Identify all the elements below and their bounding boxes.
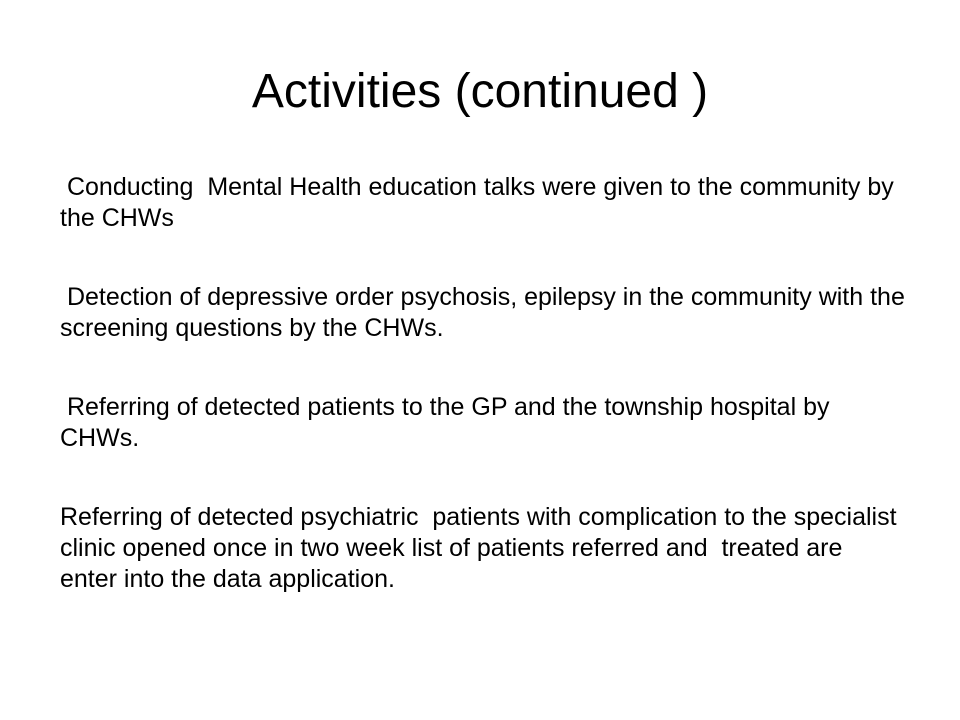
slide-title: Activities (continued ) (251, 65, 709, 118)
paragraph-1: Conducting Mental Health education talks were given to the community by the CHWs (60, 173, 901, 232)
paragraph-4: Referring of detected psychiatric patients with complication to the specialist clinic opened once in two week list of patients referred and treated are enter into the data application. (60, 503, 911, 593)
slide-body (60, 172, 912, 595)
paragraph-3: Referring of detected patients to the GP and the township hospital by CHWs. (60, 393, 837, 452)
paragraph-2: Detection of depressive order psychosis, epilepsy in the community with the screening questions by the CHWs. (60, 283, 912, 342)
